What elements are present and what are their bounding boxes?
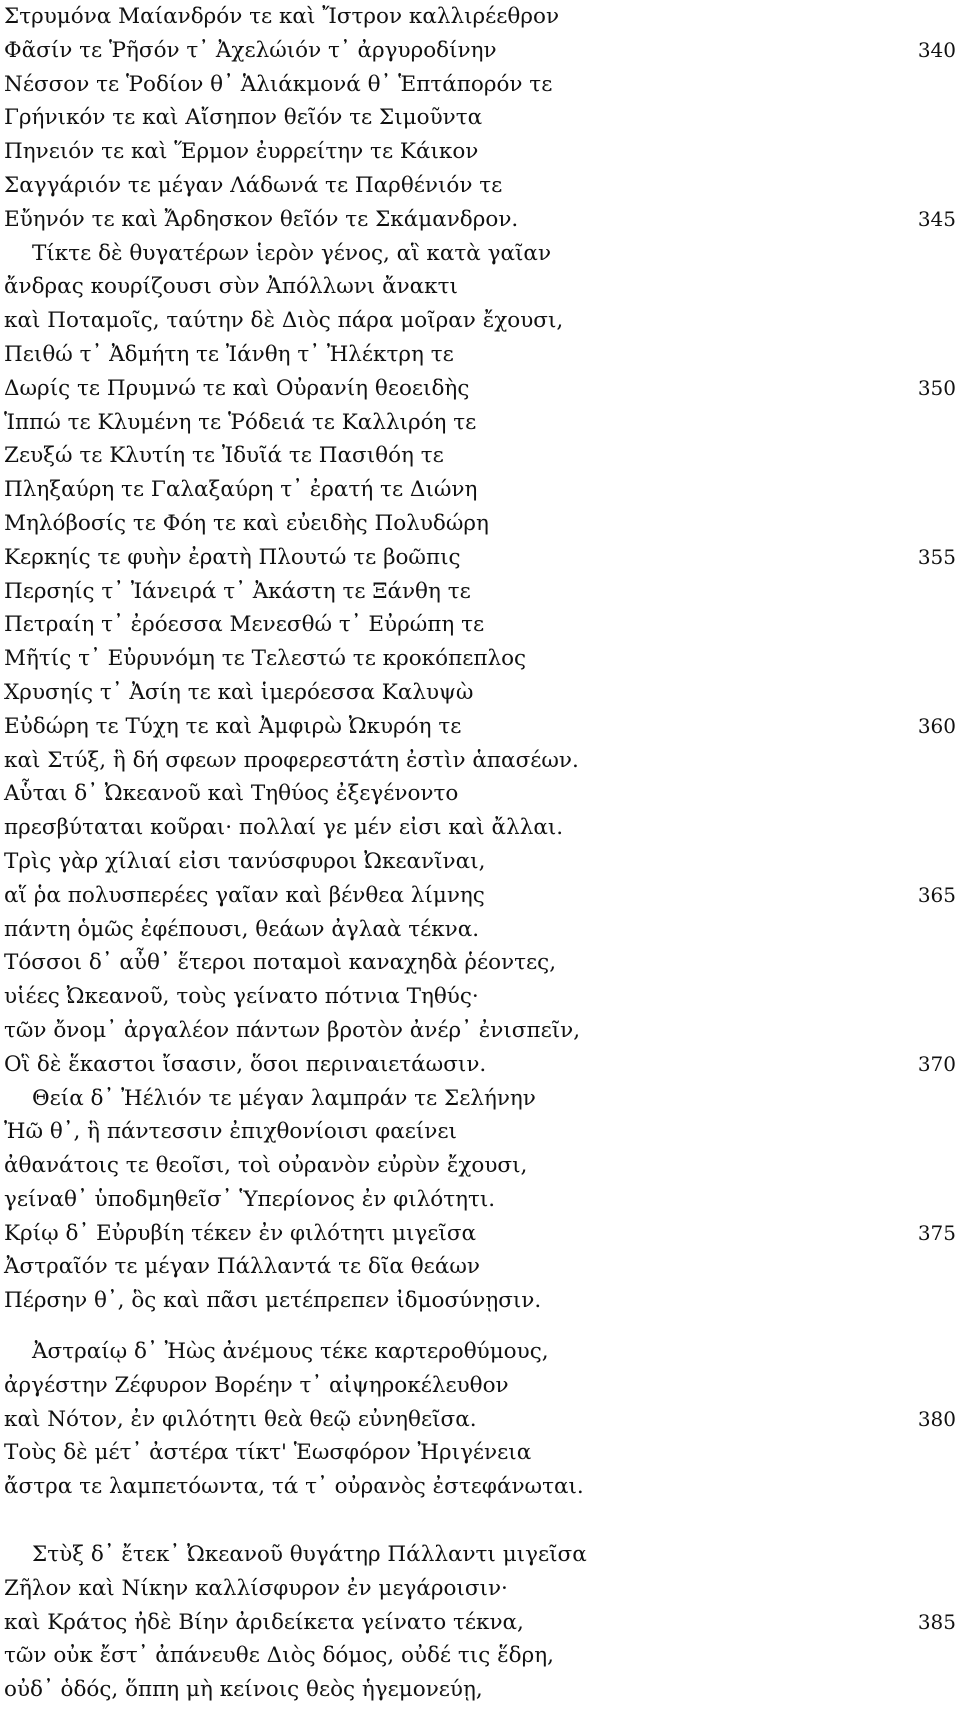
line-number: 365 bbox=[917, 882, 956, 907]
verse-line bbox=[0, 1606, 960, 1640]
stanza bbox=[0, 1538, 960, 1707]
line-number: 385 bbox=[917, 1609, 956, 1634]
verse-line bbox=[0, 744, 960, 778]
verse-line bbox=[0, 1335, 960, 1369]
verse-line bbox=[0, 642, 960, 676]
verse-line bbox=[0, 304, 960, 338]
verse-text: Πληξαύρη τε Γαλαξαύρη τ᾽ ἐρατή τε Διώνη bbox=[4, 477, 478, 503]
verse-text: ἄνδρας κουρίζουσι σὺν Ἀπόλλωνι ἄνακτι bbox=[4, 274, 458, 300]
verse-line bbox=[0, 575, 960, 609]
verse-line bbox=[0, 879, 960, 913]
verse-line bbox=[0, 1369, 960, 1403]
verse-line bbox=[0, 1538, 960, 1572]
verse-text: υἱέες Ὠκεανοῦ, τοὺς γείνατο πότνια Τηθύς· bbox=[4, 984, 479, 1010]
verse-text: Στρυμόνα Μαίανδρόν τε καὶ Ἴστρον καλλιρέεθρον bbox=[4, 4, 560, 29]
verse-text: καὶ Κράτος ἠδὲ Βίην ἀριδείκετα γείνατο τέκνα, bbox=[4, 1609, 524, 1635]
verse-text: Ἀστραίῳ δ᾽ Ἠὼς ἀνέμους τέκε καρτεροθύμους, bbox=[32, 1339, 549, 1364]
verse-text: Μηλόβοσίς τε Φόη τε καὶ εὐειδὴς Πολυδώρη bbox=[4, 510, 489, 536]
verse-line bbox=[0, 439, 960, 473]
verse-text: καὶ Νότον, ἐν φιλότητι θεὰ θεῷ εὐνηθεῖσα. bbox=[4, 1406, 477, 1432]
verse-line bbox=[0, 676, 960, 710]
verse-line bbox=[0, 811, 960, 845]
verse-text: Ἀστραῖόν τε μέγαν Πάλλαντά τε δῖα θεάων bbox=[4, 1254, 480, 1280]
verse-text: Οἳ δὲ ἕκαστοι ἴσασιν, ὅσοι περιναιετάωσιν. bbox=[4, 1051, 487, 1077]
verse-text: Πηνειόν τε καὶ Ἕρμον ἐυρρείτην τε Κάικον bbox=[4, 139, 479, 165]
verse-line bbox=[0, 1082, 960, 1116]
verse-line bbox=[0, 1217, 960, 1251]
verse-line bbox=[0, 1048, 960, 1082]
verse-text: τῶν ὄνομ᾽ ἀργαλέον πάντων βροτὸν ἀνέρ᾽ ἐνισπεῖν, bbox=[4, 1017, 581, 1043]
verse-line bbox=[0, 473, 960, 507]
verse-line bbox=[0, 0, 960, 34]
verse-text: Ζῆλον καὶ Νίκην καλλίσφυρον ἐν μεγάροισιν· bbox=[4, 1575, 508, 1601]
verse-line bbox=[0, 1572, 960, 1606]
line-number: 350 bbox=[917, 375, 956, 400]
verse-line bbox=[0, 1673, 960, 1707]
verse-line bbox=[0, 845, 960, 879]
line-number: 375 bbox=[917, 1220, 956, 1245]
verse-line bbox=[0, 710, 960, 744]
verse-text: Ζευξώ τε Κλυτίη τε Ἰδυῖά τε Πασιθόη τε bbox=[4, 443, 444, 469]
verse-line bbox=[0, 338, 960, 372]
verse-text: ἄστρα τε λαμπετόωντα, τά τ᾽ οὐρανὸς ἐστεφάνωται. bbox=[4, 1474, 584, 1500]
verse-line bbox=[0, 541, 960, 575]
verse-text: Τοὺς δὲ μέτ᾽ ἀστέρα τίκτ' Ἑωσφόρον Ἠριγένεια bbox=[4, 1440, 532, 1466]
verse-line bbox=[0, 1403, 960, 1437]
verse-text: οὐδ᾽ ὁδός, ὅππη μὴ κείνοις θεὸς ἡγεμονεύῃ, bbox=[4, 1677, 483, 1703]
verse-text: Εὔηνόν τε καὶ Ἄρδησκον θεῖόν τε Σκάμανδρον. bbox=[4, 206, 519, 232]
stanza bbox=[0, 1335, 960, 1504]
verse-line bbox=[0, 270, 960, 304]
verse-text: τῶν οὐκ ἔστ᾽ ἀπάνευθε Διὸς δόμος, οὐδέ τις ἕδρη, bbox=[4, 1643, 554, 1669]
verse-line bbox=[0, 1250, 960, 1284]
verse-text: αἵ ῥα πολυσπερέες γαῖαν καὶ βένθεα λίμνης bbox=[4, 882, 485, 908]
verse-line bbox=[0, 1115, 960, 1149]
verse-line bbox=[0, 34, 960, 68]
verse-line bbox=[0, 1014, 960, 1048]
verse-line bbox=[0, 608, 960, 642]
verse-line bbox=[0, 1149, 960, 1183]
verse-text: Τόσσοι δ᾽ αὖθ᾽ ἕτεροι ποταμοὶ καναχηδὰ ῥέοντες, bbox=[4, 950, 557, 976]
verse-text: καὶ Στύξ, ἣ δή σφεων προφερεστάτη ἐστὶν ἁπασέων. bbox=[4, 747, 579, 773]
verse-text: Τίκτε δὲ θυγατέρων ἱερὸν γένος, αἳ κατὰ γαῖαν bbox=[32, 240, 552, 266]
verse-text: πάντη ὁμῶς ἐφέπουσι, θεάων ἀγλαὰ τέκνα. bbox=[4, 916, 480, 942]
line-number: 360 bbox=[917, 713, 956, 738]
verse-text: πρεσβύταται κοῦραι· πολλαί γε μέν εἰσι καὶ ἄλλαι. bbox=[4, 815, 564, 841]
verse-text: γείναθ᾽ ὑποδμηθεῖσ᾽ Ὑπερίονος ἐν φιλότητι. bbox=[4, 1186, 496, 1212]
line-number: 355 bbox=[917, 544, 956, 569]
verse-text: Δωρίς τε Πρυμνώ τε καὶ Οὐρανίη θεοειδὴς bbox=[4, 375, 470, 401]
verse-text: Κρίῳ δ᾽ Εὐρυβίη τέκεν ἐν φιλότητι μιγεῖσα bbox=[4, 1220, 477, 1246]
line-number: 345 bbox=[917, 206, 956, 231]
verse-text: Πειθώ τ᾽ Ἀδμήτη τε Ἰάνθη τ᾽ Ἠλέκτρη τε bbox=[4, 341, 454, 367]
verse-line bbox=[0, 406, 960, 440]
verse-text: Πετραίη τ᾽ ἐρόεσσα Μενεσθώ τ᾽ Εὐρώπη τε bbox=[4, 612, 485, 638]
verse-line bbox=[0, 1639, 960, 1673]
verse-line bbox=[0, 1470, 960, 1504]
line-number: 370 bbox=[917, 1051, 956, 1076]
verse-line bbox=[0, 777, 960, 811]
verse-text: Νέσσον τε Ῥοδίον θ᾽ Ἁλιάκμονά θ᾽ Ἑπτάπορόν τε bbox=[4, 71, 553, 97]
verse-text: Αὗται δ᾽ Ὠκεανοῦ καὶ Τηθύος ἐξεγένοντο bbox=[4, 781, 459, 807]
verse-line bbox=[0, 913, 960, 947]
line-number: 380 bbox=[917, 1406, 956, 1431]
verse-text: ἀργέστην Ζέφυρον Βορέην τ᾽ αἰψηροκέλευθον bbox=[4, 1372, 509, 1398]
verse-text: Τρὶς γὰρ χίλιαί εἰσι τανύσφυροι Ὠκεανῖναι, bbox=[4, 848, 486, 874]
verse-text: Μῆτίς τ᾽ Εὐρυνόμη τε Τελεστώ τε κροκόπεπλος bbox=[4, 646, 527, 672]
verse-line bbox=[0, 980, 960, 1014]
verse-text: Θεία δ᾽ Ἠέλιόν τε μέγαν λαμπράν τε Σελήνην bbox=[32, 1085, 536, 1111]
verse-text: καὶ Ποταμοῖς, ταύτην δὲ Διὸς πάρα μοῖραν ἔχουσι, bbox=[4, 308, 564, 334]
verse-text: Φᾶσίν τε Ῥῆσόν τ᾽ Ἀχελώιόν τ᾽ ἀργυροδίνην bbox=[4, 37, 497, 63]
verse-line bbox=[0, 101, 960, 135]
verse-text: Πέρσην θ᾽, ὃς καὶ πᾶσι μετέπρεπεν ἰδμοσύνῃσιν. bbox=[4, 1288, 542, 1314]
verse-line bbox=[0, 169, 960, 203]
verse-line bbox=[0, 203, 960, 237]
verse-line bbox=[0, 1436, 960, 1470]
verse-line bbox=[0, 372, 960, 406]
verse-text: Ἱππώ τε Κλυμένη τε Ῥόδειά τε Καλλιρόη τε bbox=[4, 409, 477, 435]
verse-text: Σαγγάριόν τε μέγαν Λάδωνά τε Παρθένιόν τε bbox=[4, 172, 503, 198]
verse-line bbox=[0, 946, 960, 980]
verse-text: Χρυσηίς τ᾽ Ἀσίη τε καὶ ἱμερόεσσα Καλυψὼ bbox=[4, 679, 474, 705]
verse-text: Περσηίς τ᾽ Ἰάνειρά τ᾽ Ἀκάστη τε Ξάνθη τε bbox=[4, 578, 471, 604]
verse-text: Στὺξ δ᾽ ἔτεκ᾽ Ὠκεανοῦ θυγάτηρ Πάλλαντι μιγεῖσα bbox=[32, 1542, 587, 1567]
verse-line bbox=[0, 68, 960, 102]
verse-text: Γρήνικόν τε καὶ Αἴσηπον θεῖόν τε Σιμοῦντα bbox=[4, 105, 483, 131]
verse-text: Κερκηίς τε φυὴν ἐρατὴ Πλουτώ τε βοῶπις bbox=[4, 544, 461, 570]
verse-text: Ἠῶ θ᾽, ἣ πάντεσσιν ἐπιχθονίοισι φαείνει bbox=[4, 1119, 457, 1145]
verse-line bbox=[0, 1183, 960, 1217]
verse-line bbox=[0, 237, 960, 271]
line-number: 340 bbox=[917, 37, 956, 62]
verse-text: Εὐδώρη τε Τύχη τε καὶ Ἀμφιρὼ Ὠκυρόη τε bbox=[4, 713, 462, 739]
verse-line bbox=[0, 1284, 960, 1318]
verse-line bbox=[0, 507, 960, 541]
verse-line bbox=[0, 135, 960, 169]
verse-text: ἀθανάτοις τε θεοῖσι, τοὶ οὐρανὸν εὐρὺν ἔχουσι, bbox=[4, 1153, 528, 1179]
